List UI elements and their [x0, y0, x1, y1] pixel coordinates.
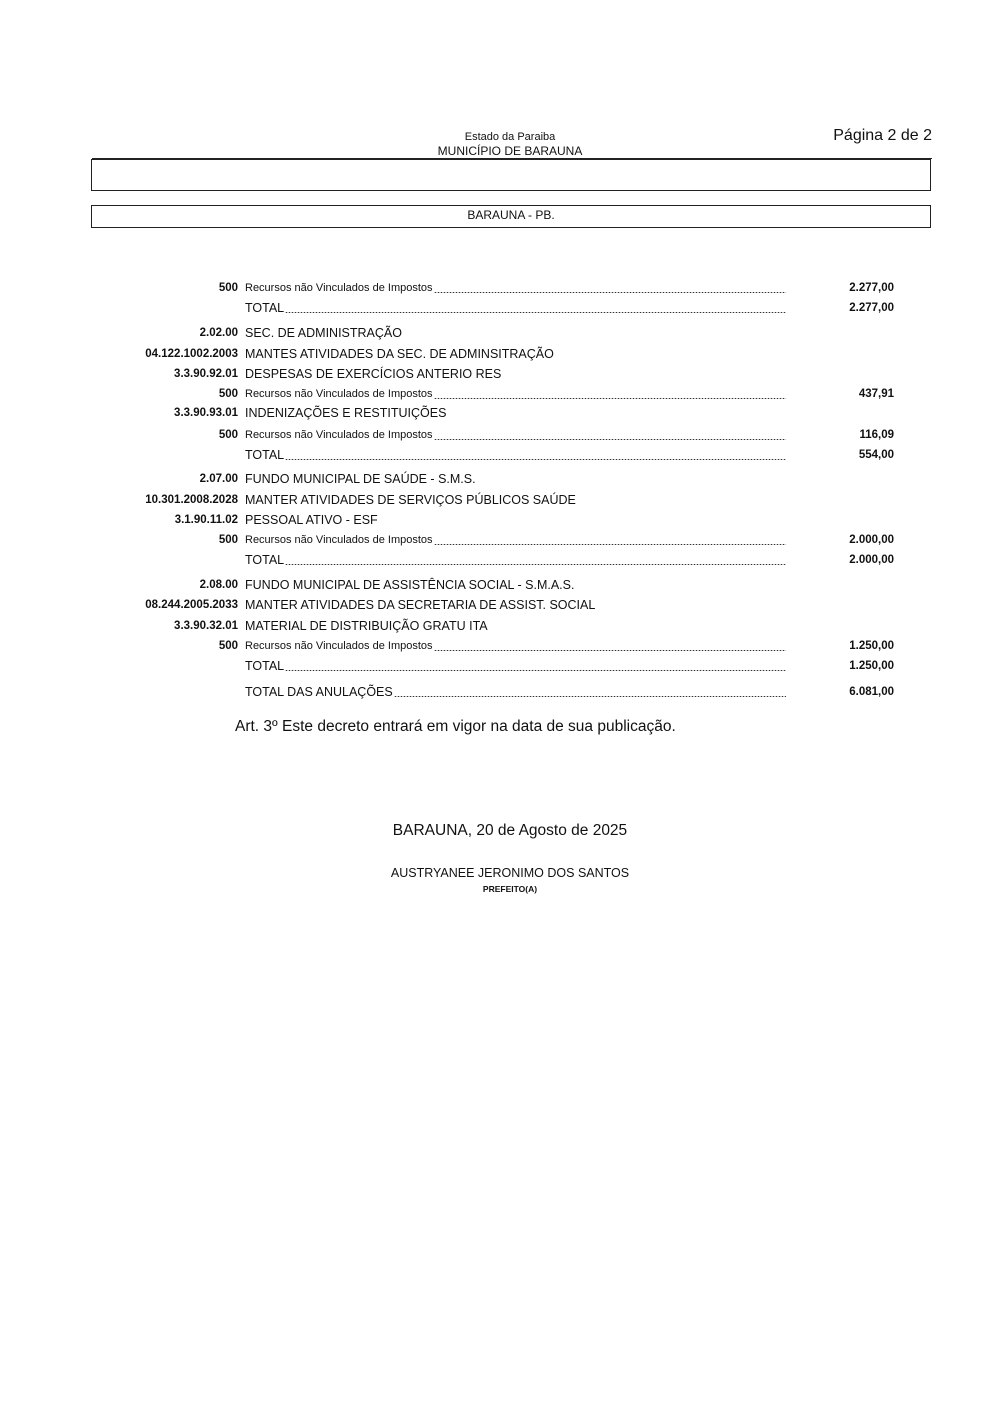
- row-value: 437,91: [858, 388, 894, 400]
- row-code: 500: [218, 282, 238, 294]
- row-description: PESSOAL ATIVO - ESF: [245, 513, 378, 527]
- dot-leader: [285, 670, 786, 671]
- table-row: [0, 490, 1000, 510]
- table-row: [0, 323, 1000, 343]
- table-row: [0, 403, 1000, 423]
- row-value: 116,09: [859, 429, 894, 441]
- table-row: [0, 616, 1000, 636]
- table-row: [0, 278, 1000, 298]
- place-date: BARAUNA, 20 de Agosto de 2025: [392, 822, 628, 839]
- row-description: Recursos não Vinculados de Impostos: [245, 534, 433, 546]
- dot-leader: [434, 439, 786, 440]
- row-code: 04.122.1002.2003: [145, 348, 238, 360]
- state-name: Estado da Paraiba: [464, 131, 556, 143]
- header-box: [91, 159, 931, 191]
- dot-leader: [434, 544, 786, 545]
- dot-leader: [285, 564, 786, 565]
- dot-leader: [285, 459, 786, 460]
- row-description: MATERIAL DE DISTRIBUIÇÃO GRATU ITA: [245, 619, 488, 633]
- row-description: Recursos não Vinculados de Impostos: [245, 429, 433, 441]
- row-code: 2.07.00: [199, 473, 238, 485]
- page-number: Página 2 de 2: [833, 127, 932, 144]
- row-description: TOTAL: [245, 553, 285, 567]
- table-row: [0, 510, 1000, 530]
- row-description: Recursos não Vinculados de Impostos: [245, 282, 433, 294]
- signer-name: AUSTRYANEE JERONIMO DOS SANTOS: [390, 866, 630, 880]
- table-row: [0, 550, 1000, 570]
- row-description: TOTAL: [245, 301, 285, 315]
- table-row: [0, 636, 1000, 656]
- signer-role: PREFEITO(A): [482, 884, 538, 894]
- table-row: [0, 682, 1000, 702]
- row-description: FUNDO MUNICIPAL DE SAÚDE - S.M.S.: [245, 472, 476, 486]
- table-row: [0, 364, 1000, 384]
- table-row: [0, 384, 1000, 404]
- row-code: 2.08.00: [199, 579, 238, 591]
- table-row: [0, 530, 1000, 550]
- table-row: [0, 469, 1000, 489]
- table-row: [0, 575, 1000, 595]
- row-value: 2.000,00: [849, 534, 894, 546]
- dot-leader: [434, 292, 786, 293]
- table-row: [0, 445, 1000, 465]
- row-description: MANTES ATIVIDADES DA SEC. DE ADMINSITRAÇÃO: [245, 347, 554, 361]
- dot-leader: [434, 398, 786, 399]
- row-value: 2.000,00: [849, 554, 894, 566]
- table-row: [0, 595, 1000, 615]
- location-label: BARAUNA - PB.: [467, 208, 555, 222]
- row-code: 500: [218, 388, 238, 400]
- row-description: DESPESAS DE EXERCÍCIOS ANTERIO RES: [245, 367, 502, 381]
- dot-leader: [394, 696, 786, 697]
- row-code: 3.1.90.11.02: [174, 514, 238, 526]
- row-value: 554,00: [858, 449, 894, 461]
- table-row: [0, 425, 1000, 445]
- table-row: [0, 344, 1000, 364]
- row-value: 6.081,00: [849, 686, 894, 698]
- dot-leader: [434, 650, 786, 651]
- row-value: 2.277,00: [849, 282, 894, 294]
- row-description: TOTAL: [245, 659, 285, 673]
- row-value: 1.250,00: [849, 660, 894, 672]
- row-value: 2.277,00: [849, 302, 894, 314]
- row-code: 2.02.00: [199, 327, 238, 339]
- row-description: SEC. DE ADMINISTRAÇÃO: [245, 326, 402, 340]
- row-description: MANTER ATIVIDADES DA SECRETARIA DE ASSIST. SOCIAL: [245, 598, 596, 612]
- row-description: TOTAL: [245, 448, 285, 462]
- row-code: 10.301.2008.2028: [145, 494, 238, 506]
- row-description: MANTER ATIVIDADES DE SERVIÇOS PÚBLICOS SAÚDE: [245, 493, 576, 507]
- row-description: INDENIZAÇÕES E RESTITUIÇÕES: [245, 406, 447, 420]
- row-code: 3.3.90.32.01: [174, 620, 238, 632]
- row-code: 500: [218, 429, 238, 441]
- municipality-name: MUNICÍPIO DE BARAUNA: [437, 144, 583, 158]
- row-description: FUNDO MUNICIPAL DE ASSISTÊNCIA SOCIAL - S.M.A.S.: [245, 578, 575, 592]
- row-description: TOTAL DAS ANULAÇÕES: [245, 685, 393, 699]
- row-description: Recursos não Vinculados de Impostos: [245, 388, 433, 400]
- row-description: Recursos não Vinculados de Impostos: [245, 640, 433, 652]
- table-row: [0, 656, 1000, 676]
- row-code: 3.3.90.93.01: [174, 407, 238, 419]
- row-code: 500: [218, 534, 238, 546]
- row-value: 1.250,00: [849, 640, 894, 652]
- dot-leader: [285, 312, 786, 313]
- table-row: [0, 298, 1000, 318]
- row-code: 08.244.2005.2033: [145, 599, 238, 611]
- row-code: 3.3.90.92.01: [174, 368, 238, 380]
- article-text: Art. 3º Este decreto entrará em vigor na data de sua publicação.: [235, 718, 676, 735]
- row-code: 500: [218, 640, 238, 652]
